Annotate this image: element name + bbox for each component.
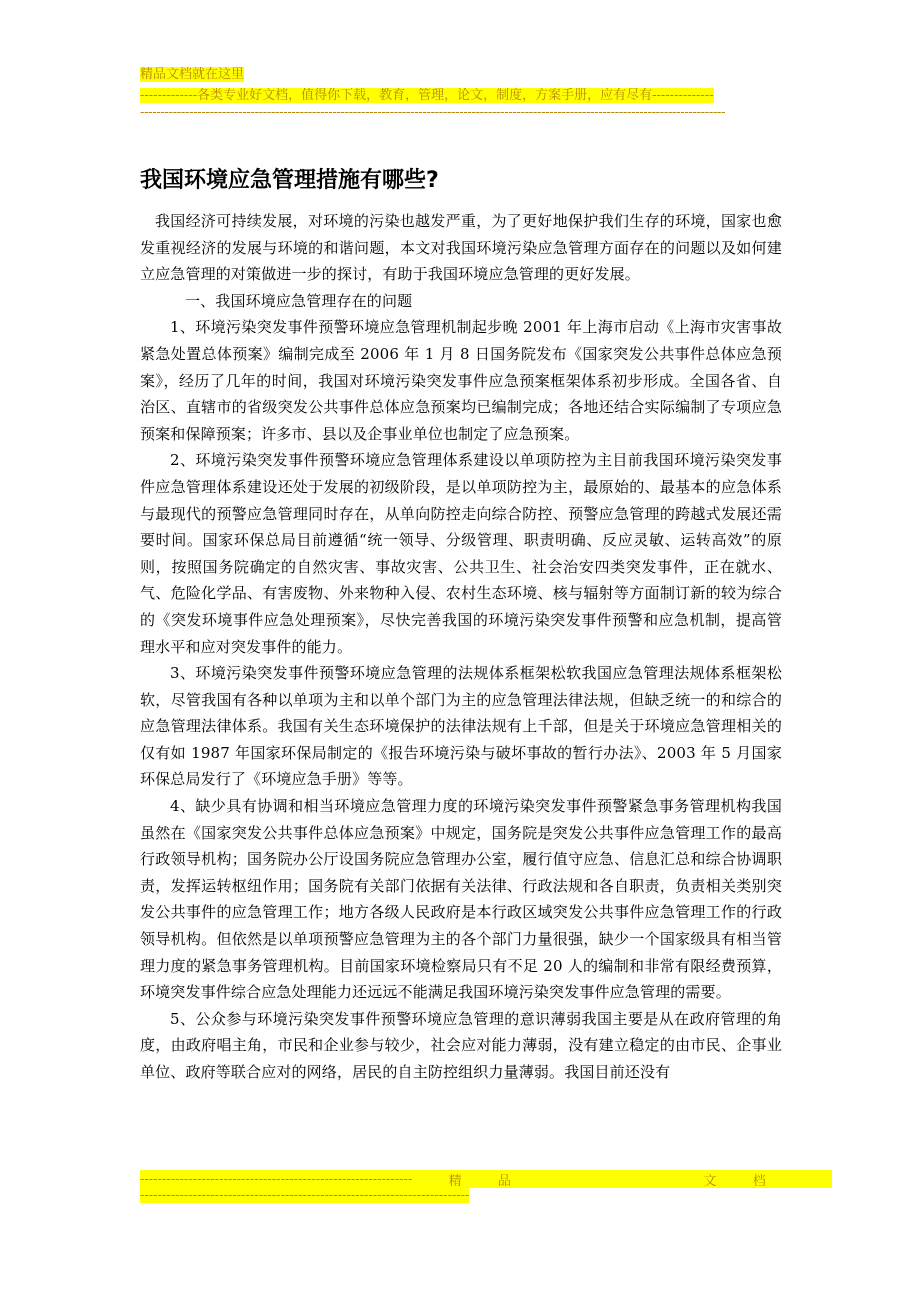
header-dashed-rule: ----------------------------------------------------------------------------------------------------------------------------------------------- — [140, 105, 726, 120]
document-body — [140, 208, 782, 1086]
footer-dashes-left: -------------------------------------------------------------- — [140, 1171, 413, 1187]
body-paragraph-1: 1、环境污染突发事件预警环境应急管理机制起步晚 2001 年上海市启动《上海市灾害事故紧急处置总体预案》编制完成至 2006 年 1 月 8 日国务院发布《国家突发公共事件总体应急预案》，经历了几年的时间，我国对环境污染突发事件应急预案框架体系初步形成。全国各省、自治区、直辖市的省级突发公共事件总体应急预案均已编制完成；各地还结合实际编制了专项应急预案和保障预案；许多市、县以及企事业单位也制定了应急预案。 — [140, 318, 782, 443]
header-banner-line2 — [140, 87, 714, 104]
section-heading: 一、我国环境应急管理存在的问题 — [185, 291, 413, 310]
footer-word-1: 精 — [448, 1173, 462, 1188]
document-title: 我国环境应急管理措施有哪些? — [140, 168, 439, 193]
body-paragraph-4: 4、缺少具有协调和相当环境应急管理力度的环境污染突发事件预警紧急事务管理机构我国虽然在《国家突发公共事件总体应急预案》中规定，国务院是突发公共事件应急管理工作的最高行政领导机构；国务院办公厅设国务院应急管理办公室，履行值守应急、信息汇总和综合协调职责，发挥运转枢纽作用；国务院有关部门依据有关法律、行政法规和各自职责，负责相关类别突发公共事件的应急管理工作；地方各级人民政府是本行政区域突发公共事件应急管理工作的行政领导机构。但依然是以单项预警应急管理为主的各个部门力量很强，缺少一个国家级具有相当管理力度的紧急事务管理机构。目前国家环境检察局只有不足 20 人的编制和非常有限经费预算，环境突发事件综合应急处理能力还远远不能满足我国环境污染突发事件应急管理的需要。 — [140, 797, 782, 1002]
footer-word-4: 档 — [752, 1173, 766, 1188]
footer-banner — [140, 1170, 832, 1188]
header-title-text: 精品文档就在这里 — [140, 67, 245, 82]
footer-word-3: 文 — [703, 1173, 717, 1188]
footer-word-2: 品 — [497, 1173, 511, 1188]
header-banner-line1 — [140, 66, 244, 83]
footer-dashed-rule — [140, 1189, 469, 1203]
body-paragraph-3: 3、环境污染突发事件预警环境应急管理的法规体系框架松软我国应急管理法规体系框架松软，尽管我国有各种以单项为主和以单个部门为主的应急管理法律法规，但缺乏统一的和综合的应急管理法律体系。我国有关生态环境保护的法律法规有上千部，但是关于环境应急管理相关的仅有如 1987 年国家环保局制定的《报告环境污染与破坏事故的暂行办法》、2003 年 5 月国家环保总局发行了《环境应急手册》等等。 — [140, 664, 782, 789]
header-subtitle-text: -------------各类专业好文档，值得你下载，教育，管理，论文，制度，方案手册，应有尽有-------------- — [140, 88, 714, 103]
intro-paragraph: 我国经济可持续发展，对环境的污染也越发严重，为了更好地保护我们生存的环境，国家也愈发重视经济的发展与环境的和谐问题，本文对我国环境污染应急管理方面存在的问题以及如何建立应急管理的对策做进一步的探讨，有助于我国环境应急管理的更好发展。 — [140, 212, 782, 284]
body-paragraph-5: 5、公众参与环境污染突发事件预警环境应急管理的意识薄弱我国主要是从在政府管理的角度，由政府唱主角，市民和企业参与较少，社会应对能力薄弱，没有建立稳定的由市民、企事业单位、政府等联合应对的网络，居民的自主防控组织力量薄弱。我国目前还没有 — [140, 1009, 782, 1081]
body-paragraph-2: 2、环境污染突发事件预警环境应急管理体系建设以单项防控为主目前我国环境污染突发事件应急管理体系建设还处于发展的初级阶段，是以单项防控为主，最原始的、最基本的应急体系与最现代的预警应急管理同时存在，从单向防控走向综合防控、预警应急管理的跨越式发展还需要时间。国家环保总局目前遵循“统一领导、分级管理、职责明确、反应灵敏、运转高效”的原则，按照国务院确定的自然灾害、事故灾害、公共卫生、社会治安四类突发事件，正在就水、气、危险化学品、有害废物、外来物种入侵、农村生态环境、核与辐射等方面制订新的较为综合的《突发环境事件应急处理预案》，尽快完善我国的环境污染突发事件预警和应急机制，提高管理水平和应对突发事件的能力。 — [140, 451, 782, 656]
footer-bottom-dashes: --------------------------------------------------------------------------- — [140, 1188, 470, 1203]
